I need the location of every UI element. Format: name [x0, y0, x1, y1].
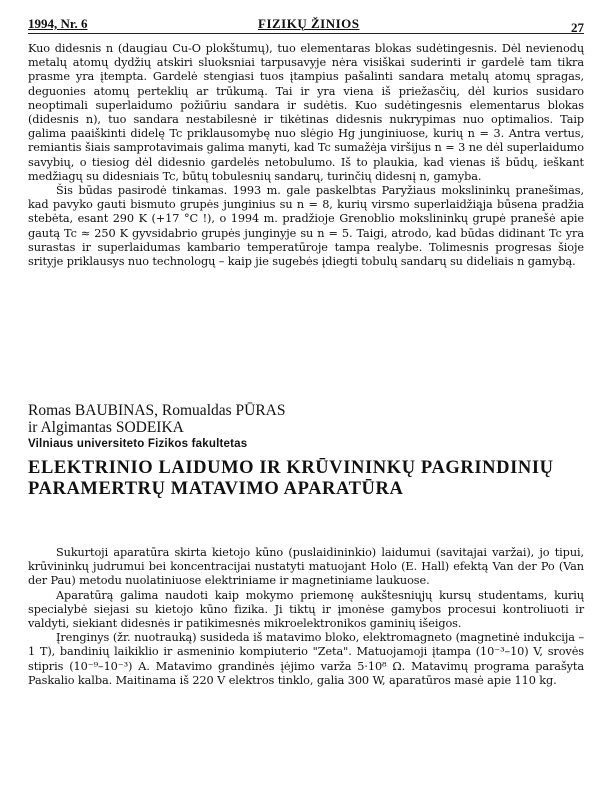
issue-label: 1994, Nr. 6	[28, 16, 88, 31]
authors-line: Romas BAUBINAS, Romualdas PŪRAS	[28, 402, 286, 419]
header-rule	[28, 33, 584, 34]
paragraph: Įrenginys (žr. nuotrauką) susideda iš matavimo bloko, elektromagneto (magnetinė indukcija – 1 T), bandinių laikiklio ir asmeninio kompiuterio "Zeta". Matuojamoji įtampa (10⁻³–10) V, srovės stipris (10⁻⁹–10⁻³) A. Matavimo grandinės įėjimo varža 5·10⁸ Ω. Matavimų programa parašyta Paskalio kalba. Maitinama iš 220 V elektros tinklo, galia 300 W, aparatūros masė apie 110 kg.	[28, 631, 584, 687]
journal-title: FIZIKŲ ŽINIOS	[258, 16, 360, 31]
paragraph: Kuo didesnis n (daugiau Cu-O plokštumų), tuo elementaras blokas sudėtingesnis. Dėl nevienodų metalų atomų dydžių atskiri sluoksniai tarpusavyje nėra visiškai suderinti ir gardelė tam tikra prasme yra įtempta. Gardelė stengiasi tuos įtampius pašalinti sandara metalų atomų spragas, deguonies atomų perteklių ar trūkumą. Tai ir yra viena iš priežasčių, dėl kurios susidaro neoptimali superlaidumo požiūriu sandara ir sudėtis. Kuo sudėtingesnis elementarus blokas (didesnis n), tuo sandara nestabilesnė ir tikėtinas didesnis nukrypimas nuo optimalios. Taip galima paaiškinti didelę Tc priklausomybę nuo slėgio Hg junginiuose, kurių n = 3. Antra vertus, remiantis šiais samprotavimais galima manyti, kad Tc sumažėja viršijus n = 3 ne dėl superlaidumo savybių, o tiesiog dėl didesnio gardelės netobulumo. Iš to plaukia, kad vienas iš būdų, ieškant medžiagų su didesniais Tc, būtų tobulesnių sandarų, turinčių didesnį n, gamyba.	[28, 42, 584, 183]
article-affiliation: Vilniaus universiteto Fizikos fakultetas	[28, 438, 248, 450]
article-title: ELEKTRINIO LAIDUMO IR KRŪVININKŲ PAGRINDINIŲ PARAMERTRŲ MATAVIMO APARATŪRA	[28, 458, 554, 499]
previous-article-text	[28, 42, 584, 269]
paragraph: Aparatūrą galima naudoti kaip mokymo priemonę aukštesniųjų kursų studentams, kurių specialybė siejasi su kietojo kūno fizika. Ji tiktų ir įmonėse gamybos procesui kontroliuoti ir valdyti, siekiant didesnės ir patikimesnės mikroelektronikos gaminių išeigos.	[28, 588, 584, 631]
article-body	[28, 546, 584, 688]
paragraph: Šis būdas pasirodė tinkamas. 1993 m. gale paskelbtas Paryžiaus mokslininkų pranešimas, kad pavyko gauti bismuto grupės junginius su n = 8, kurių virsmo superlaidžiąja būsena pradžia stebėta, esant 290 K (+17 °C !), o 1994 m. pradžioje Grenoblio mokslininkų grupė pranešė apie gautą Tc ≈ 250 K gyvsidabrio grupės junginyje su n = 5. Taigi, atrodo, kad būdas didinant Tc yra surastas ir superlaidumas kambario temperatūroje tampa realybe. Tolimesnis progresas šioje srityje priklausys nuo technologų – kaip jie sugebės įdiegti tobulų sandarų su dideliais n gamybą.	[28, 184, 584, 269]
page-number: 27	[571, 20, 584, 35]
authors-line: ir Algimantas SODEIKA	[28, 419, 184, 436]
article-authors	[28, 402, 568, 436]
paragraph: Sukurtoji aparatūra skirta kietojo kūno (puslaidininkio) laidumui (savitajai varžai), jo tipui, krūvininkų judrumui bei koncentracijai nustatyti matuojant Holo (E. Hall) efektą Van der Po (Van der Pau) metodu nuolatiniuose elektriniame ir magnetiniame laukuose.	[28, 546, 584, 588]
